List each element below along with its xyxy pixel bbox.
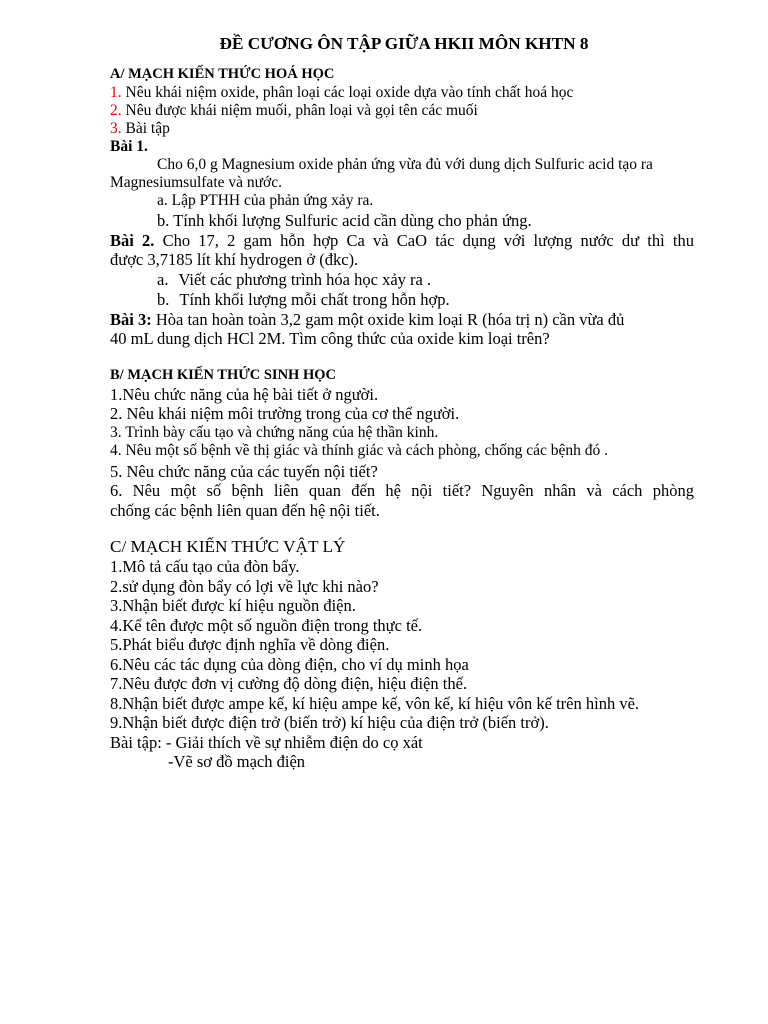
part-text: Tính khối lượng mỗi chất trong hỗn hợp. — [179, 290, 450, 309]
exercise-3-label: Bài 3: — [110, 310, 152, 329]
bio-item-6: 6. Nêu một số bệnh liên quan đến hệ nội tiết? Nguyên nhân và cách phòng — [110, 481, 694, 500]
bio-item-2: 2. Nêu khái niệm môi trường trong của cơ thể người. — [110, 404, 460, 423]
bio-item-6-continued: chống các bệnh liên quan đến hệ nội tiết. — [110, 501, 380, 520]
section-a-heading: A/ MẠCH KIẾN THỨC HOÁ HỌC — [110, 66, 335, 82]
exercise-1-part-b: b. Tính khối lượng Sulfuric acid cần dùng cho phản ứng. — [157, 211, 532, 230]
chem-item-2 — [110, 102, 478, 120]
exercise-2-text: Cho 17, 2 gam hỗn hợp Ca và CaO tác dụng với lượng nước dư thì thu — [154, 231, 694, 250]
exercise-2-line-2: được 3,7185 lít khí hydrogen ở (đkc). — [110, 250, 359, 269]
exercise-2-part-b — [157, 290, 450, 310]
physics-item-6: 6.Nêu các tác dụng của dòng điện, cho ví dụ minh họa — [110, 655, 469, 674]
physics-item-4: 4.Kể tên được một số nguồn điện trong thực tế. — [110, 616, 423, 635]
exercise-1-part-a: a. Lập PTHH của phản ứng xảy ra. — [157, 192, 374, 209]
physics-item-1: 1.Mô tả cấu tạo của đòn bẩy. — [110, 557, 300, 576]
physics-item-5: 5.Phát biểu được định nghĩa về dòng điện. — [110, 635, 390, 654]
chem-item-number: 2. — [110, 102, 122, 119]
physics-exercise-line-1: Bài tập: - Giải thích về sự nhiễm điện do cọ xát — [110, 733, 423, 752]
chem-item-text: Nêu khái niệm oxide, phân loại các loại oxide dựa vào tính chất hoá học — [125, 84, 574, 101]
bio-item-3: 3. Trình bày cấu tạo và chứng năng của hệ thần kinh. — [110, 424, 439, 441]
exercise-1-label: Bài 1. — [110, 138, 148, 155]
part-text: Viết các phương trình hóa học xảy ra . — [178, 270, 432, 289]
exercise-2-part-a — [157, 270, 431, 290]
exercise-2-label: Bài 2. — [110, 231, 155, 250]
exercise-2-line-1 — [110, 231, 694, 251]
section-c-heading: C/ MẠCH KIẾN THỨC VẬT LÝ — [110, 537, 346, 556]
bio-item-5: 5. Nêu chức năng của các tuyến nội tiết? — [110, 462, 378, 481]
document-title: ĐỀ CƯƠNG ÔN TẬP GIỮA HKII MÔN KHTN 8 — [219, 34, 589, 53]
physics-item-3: 3.Nhận biết được kí hiệu nguồn điện. — [110, 596, 356, 615]
physics-exercise-line-2: -Vẽ sơ đồ mạch điện — [168, 752, 306, 771]
exercise-3-line-1 — [110, 310, 624, 330]
chem-item-text: Bài tập — [125, 120, 170, 137]
exercise-3-line-2: 40 mL dung dịch HCl 2M. Tìm công thức của oxide kim loại trên? — [110, 329, 550, 348]
chem-item-1 — [110, 84, 573, 102]
chem-item-3 — [110, 120, 170, 138]
exercise-1-line-2: Magnesiumsulfate và nước. — [110, 174, 282, 191]
list-marker: b. — [157, 290, 170, 309]
chem-item-text: Nêu được khái niệm muối, phân loại và gọi tên các muối — [125, 102, 478, 119]
physics-item-7: 7.Nêu được đơn vị cường độ dòng điện, hiệu điện thế. — [110, 674, 468, 693]
section-b-heading: B/ MẠCH KIẾN THỨC SINH HỌC — [110, 367, 336, 383]
chem-item-number: 3. — [110, 120, 122, 137]
physics-item-2: 2.sử dụng đòn bẩy có lợi về lực khi nào? — [110, 577, 379, 596]
list-marker: a. — [157, 270, 169, 289]
chem-item-number: 1. — [110, 84, 122, 101]
physics-item-8: 8.Nhận biết được ampe kế, kí hiệu ampe kế, vôn kế, kí hiệu vôn kế trên hình vẽ. — [110, 694, 640, 713]
exercise-3-text: Hòa tan hoàn toàn 3,2 gam một oxide kim loại R (hóa trị n) cần vừa đủ — [151, 310, 625, 329]
exercise-1-line-1: Cho 6,0 g Magnesium oxide phản ứng vừa đủ với dung dịch Sulfuric acid tạo ra — [157, 156, 653, 173]
bio-item-4: 4. Nêu một số bệnh về thị giác và thính giác và cách phòng, chống các bệnh đó . — [110, 442, 609, 459]
physics-item-9: 9.Nhận biết được điện trở (biến trở) kí hiệu của điện trở (biến trở). — [110, 713, 549, 732]
bio-item-1: 1.Nêu chức năng của hệ bài tiết ở người. — [110, 385, 379, 404]
